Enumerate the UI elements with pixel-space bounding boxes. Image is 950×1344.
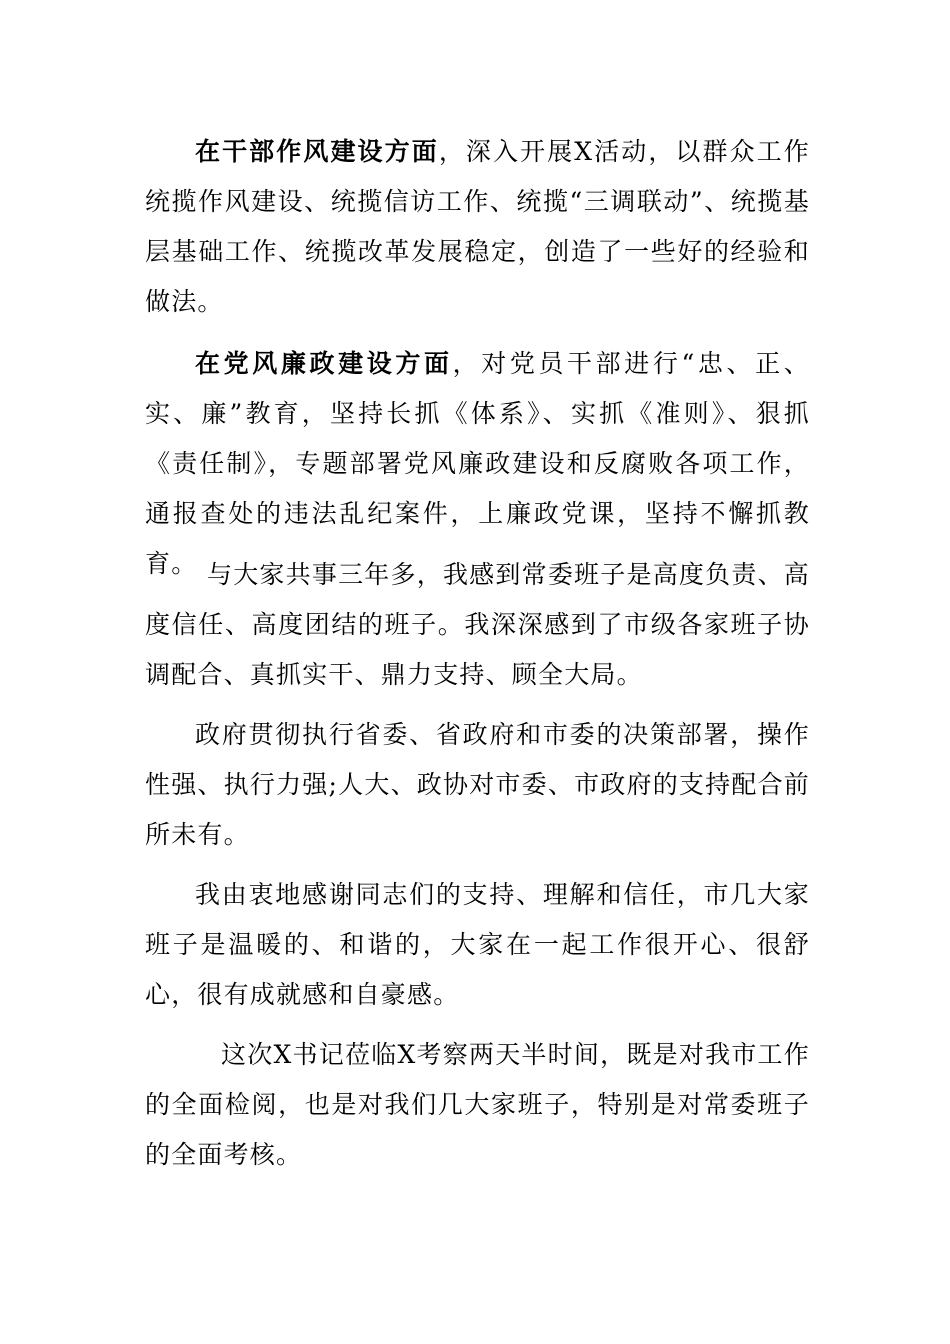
paragraph-cadre-style [145, 127, 810, 327]
paragraph-text: ，对党员干部进行“忠、正、实、廉”教育，坚持长抓《体系》、实抓《准则》、狠抓《责任制》，专题部署党风廉政建设和反腐败各项工作，通报查处的违法乱纪案件，上廉政党课，坚持不懈抓教育。 [145, 349, 810, 578]
paragraph-text: ，深入开展X活动，以群众工作统揽作风建设、统揽信访工作、统揽“三调联动”、统揽基层基础工作、统揽改革发展稳定，创造了一些好的经验和做法。 [145, 137, 810, 316]
paragraph-inspection [145, 1030, 810, 1180]
paragraph-lead: 在干部作风建设方面 [195, 137, 439, 166]
paragraph-lead: 在党风廉政建设方面 [195, 349, 453, 378]
paragraph-text: 与大家共事三年多，我感到常委班子是高度负责、高度信任、高度团结的班子。我深深感到了市级各家班子协调配合、真抓实干、鼎力支持、顾全大局。 [145, 560, 810, 689]
paragraph-gratitude [145, 870, 810, 1020]
paragraph-team-work [145, 550, 810, 700]
paragraph-text: 我由衷地感谢同志们的支持、理解和信任，市几大家班子是温暖的、和谐的，大家在一起工作很开心、很舒心，很有成就感和自豪感。 [145, 880, 810, 1009]
paragraph-government [145, 710, 810, 860]
paragraph-text: 政府贯彻执行省委、省政府和市委的决策部署，操作性强、执行力强;人大、政协对市委、市政府的支持配合前所未有。 [145, 720, 810, 849]
paragraph-text: 这次X书记莅临X考察两天半时间，既是对我市工作的全面检阅，也是对我们几大家班子，特别是对常委班子的全面考核。 [145, 1040, 810, 1169]
